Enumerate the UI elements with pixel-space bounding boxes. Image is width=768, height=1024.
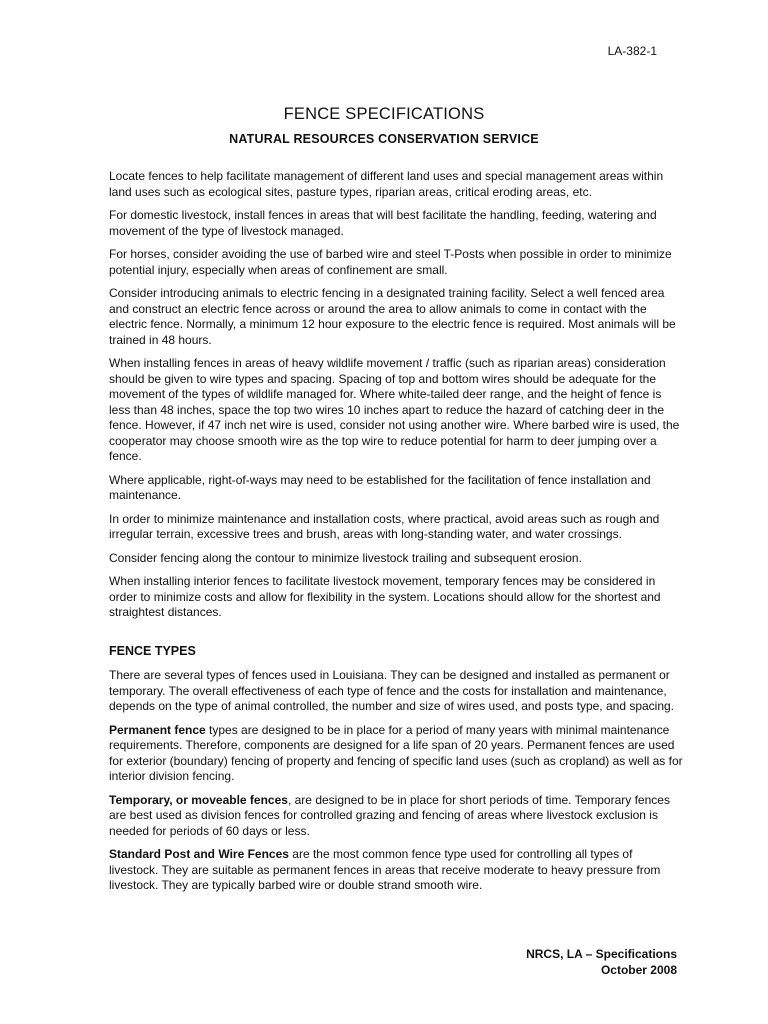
paragraph-contour: Consider fencing along the contour to minimize livestock trailing and subsequent erosion. [109, 550, 582, 565]
paragraph-horses: For horses, consider avoiding the use of barbed wire and steel T-Posts when possible in order to minimize potential injury, especially when areas of confinement are small. [109, 247, 672, 277]
document-id: LA-382-1 [607, 44, 657, 58]
paragraph-permanent-fence [109, 723, 684, 785]
section-heading-fence-types: FENCE TYPES [109, 643, 196, 658]
footer-line-date: October 2008 [600, 962, 677, 977]
definition-permanent-fence: types are designed to be in place for a period of many years with minimal maintenance requirements. Therefore, components are designed for a life span of 20 years. Permanent fences are used for exterior (boundary) fencing of property and fencing of specific land uses (such as cropland) as well as for interior division fencing. [109, 722, 683, 783]
document-body [109, 169, 684, 902]
definition-temporary-fence: , are designed to be in place for short periods of time. Temporary fences are best used as division fences for controlled grazing and fencing of areas where livestock exclusion is needed for periods of 60 days or less. [109, 792, 670, 838]
term-temporary-fence: Temporary, or moveable fences [109, 792, 288, 807]
paragraph-interior-fences: When installing interior fences to facilitate livestock movement, temporary fences may be considered in order to minimize costs and allow for flexibility in the system. Locations should allow for the shortest and straightest distances. [109, 574, 661, 619]
page-title: FENCE SPECIFICATIONS [283, 105, 485, 123]
paragraph-temporary-fence [109, 793, 684, 840]
term-standard-post-wire: Standard Post and Wire Fences [109, 847, 289, 861]
term-permanent-fence: Permanent fence [109, 722, 206, 737]
paragraph-fence-location: Locate fences to help facilitate management of different land uses and special management areas within land uses such as ecological sites, pasture types, riparian areas, critical eroding areas, etc. [109, 169, 664, 199]
footer-line-specifications: NRCS, LA – Specifications [526, 947, 677, 961]
paragraph-domestic-livestock: For domestic livestock, install fences in areas that will best facilitate the handling, feeding, watering and movement of the type of livestock managed. [109, 208, 657, 238]
paragraph-right-of-ways: Where applicable, right-of-ways may need to be established for the facilitation of fence installation and maintenance. [109, 472, 651, 502]
paragraph-standard-post-wire [109, 847, 684, 894]
page-subtitle: NATURAL RESOURCES CONSERVATION SERVICE [229, 132, 539, 146]
page-footer [526, 947, 677, 978]
paragraph-wildlife: When installing fences in areas of heavy wildlife movement / traffic (such as riparian areas) consideration should be given to wire types and spacing. Spacing of top and bottom wires should be adequate for the movement of the types of wildlife managed for. Where white-tailed deer range, and the height of fence is less than 48 inches, space the top two wires 10 inches apart to reduce the hazard of catching deer in the fence. However, if 47 inch net wire is used, consider not using another wire. Where barbed wire is used, the cooperator may choose smooth wire as the top wire to reduce potential for harm to deer jumping over a fence. [109, 356, 680, 463]
paragraph-electric-fencing: Consider introducing animals to electric fencing in a designated training facility. Select a well fenced area and construct an electric fence across or around the area to allow animals to come in contact with the electric fence. Normally, a minimum 12 hour exposure to the electric fence is required. Most animals will be trained in 48 hours. [109, 286, 676, 347]
paragraph-fence-types-intro: There are several types of fences used in Louisiana. They can be designed and installed as permanent or temporary. The overall effectiveness of each type of fence and the costs for installation and maintenance, depends on the type of animal controlled, the number and size of wires used, and posts type, and spacing. [109, 668, 675, 713]
definition-standard-post-wire: are the most common fence type used for controlling all types of livestock. They are suitable as permanent fences in areas that receive moderate to heavy pressure from livestock. They are typically barbed wire or double strand smooth wire. [109, 847, 661, 892]
paragraph-minimize-costs: In order to minimize maintenance and installation costs, where practical, avoid areas such as rough and irregular terrain, excessive trees and brush, areas with long-standing water, and water crossings. [109, 511, 660, 541]
